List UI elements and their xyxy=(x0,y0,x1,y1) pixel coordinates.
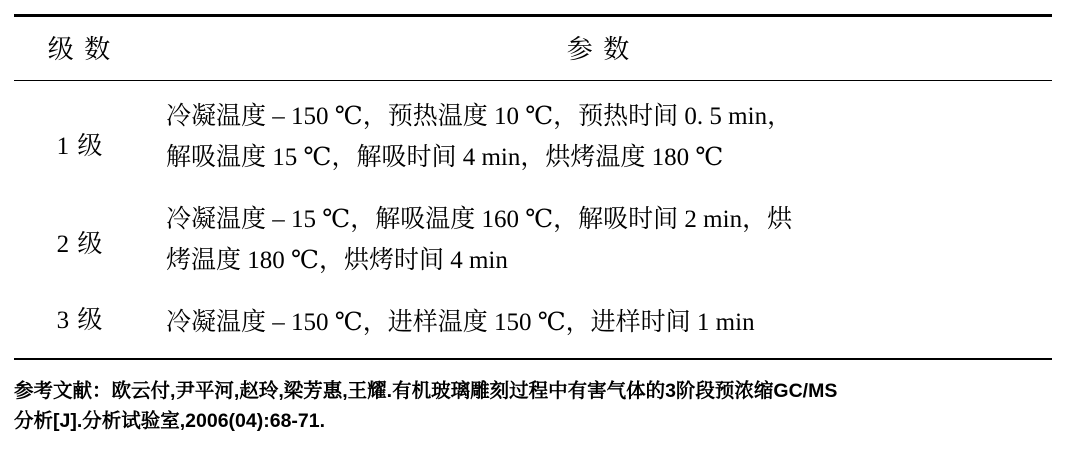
table-row xyxy=(14,190,1052,293)
table-row xyxy=(14,293,1052,359)
cell-parameter-1 xyxy=(146,81,1052,191)
parameter-line: 冷凝温度 – 150 ℃，进样温度 150 ℃，进样时间 1 min xyxy=(166,309,755,336)
table-row xyxy=(14,81,1052,191)
cell-level-3: 3 级 xyxy=(14,293,146,359)
cell-level-2: 2 级 xyxy=(56,230,104,258)
cell-parameter-2 xyxy=(146,190,1052,293)
column-header-parameter: 参 数 xyxy=(146,16,1052,81)
column-header-level: 级 数 xyxy=(14,16,146,81)
parameter-line: 冷凝温度 – 15 ℃，解吸温度 160 ℃，解吸时间 2 min，烘 xyxy=(166,206,793,233)
table-body xyxy=(14,81,1052,359)
cell-level-1: 1 级 xyxy=(56,132,104,160)
reference-block xyxy=(14,376,1044,438)
parameter-line: 解吸温度 15 ℃，解吸时间 4 min，烘烤温度 180 ℃ xyxy=(166,143,724,171)
reference-line: 参考文献：欧云付,尹平河,赵玲,梁芳惠,王耀.有机玻璃雕刻过程中有害气体的3阶段预浓缩GC/MS xyxy=(14,379,838,402)
parameter-line: 烤温度 180 ℃，烘烤时间 4 min xyxy=(166,246,508,274)
cell-parameter-3 xyxy=(146,293,1052,359)
table-header-row xyxy=(14,16,1052,81)
reference-line: 分析[J].分析试验室,2006(04):68-71. xyxy=(14,410,326,433)
parameter-line: 冷凝温度 – 150 ℃，预热温度 10 ℃，预热时间 0. 5 min， xyxy=(166,103,793,130)
parameters-table xyxy=(14,14,1052,360)
document-page xyxy=(0,14,1066,464)
table-header xyxy=(14,16,1052,81)
